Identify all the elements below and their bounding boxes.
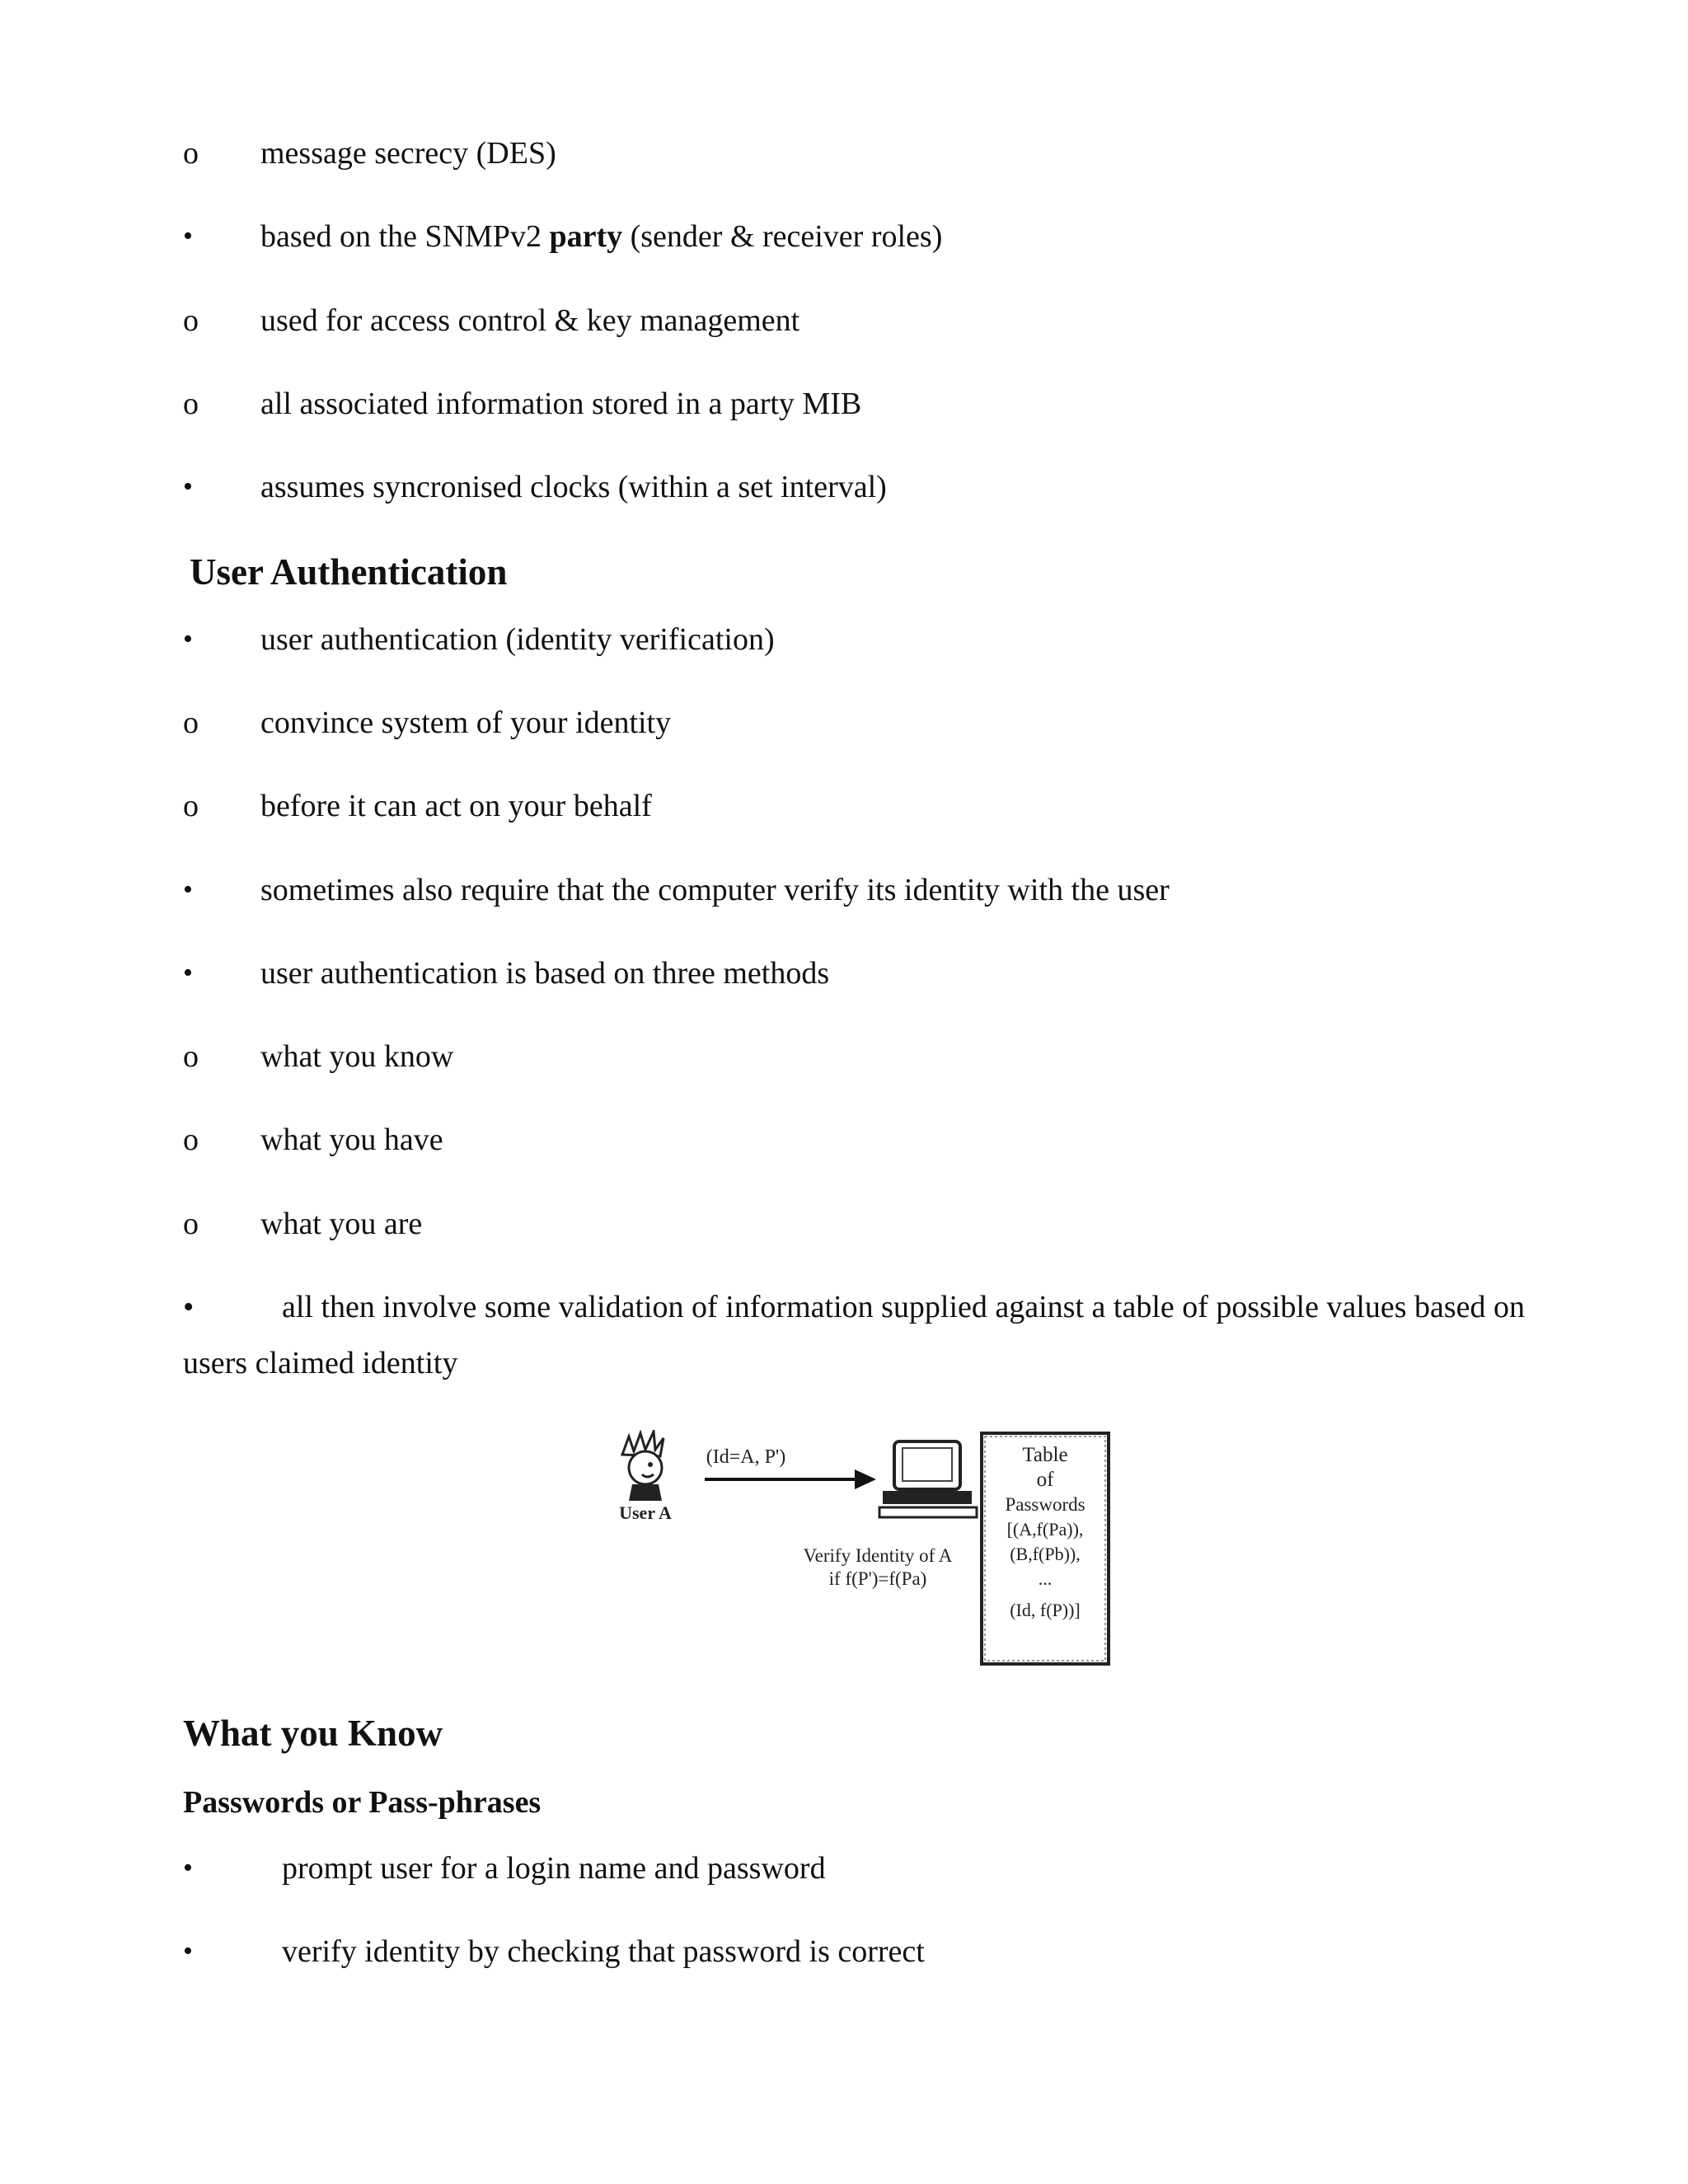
bullet-marker: • [183, 1936, 193, 1966]
section-heading-user-authentication: User Authentication [190, 551, 508, 593]
authentication-diagram [614, 1430, 1118, 1669]
sub-bullet-marker: o [183, 789, 199, 823]
table-row: [(A,f(Pa)), [1006, 1519, 1084, 1540]
message-label: (Id=A, P') [706, 1446, 786, 1468]
sub-bullet-marker: o [183, 1122, 199, 1157]
user-label: User A [619, 1502, 672, 1523]
table-row: (B,f(Pb)), [1010, 1544, 1081, 1564]
list-item-text: prompt user for a login name and password [282, 1851, 826, 1886]
sub-bullet-marker: o [183, 387, 199, 421]
list-item-text: user authentication is based on three methods [260, 956, 830, 991]
list-item-text: verify identity by checking that password is correct [282, 1934, 925, 1969]
list-item-text: based on the SNMPv2 party (sender & receiver roles) [260, 219, 943, 254]
list-item-text: all then involve some validation of information supplied against a table of possible values based on users claimed identity [183, 1290, 1526, 1380]
bullet-marker: • [183, 958, 193, 988]
table-title-line1: Table [1022, 1444, 1068, 1466]
bullet-marker: • [183, 471, 193, 502]
table-row: (Id, f(P))] [1010, 1600, 1081, 1620]
sub-bullet-marker: o [183, 136, 199, 171]
list-item-text: sometimes also require that the computer verify its identity with the user [260, 873, 1170, 907]
bullet-marker: • [183, 1853, 193, 1883]
verify-label-line1: Verify Identity of A [803, 1545, 953, 1566]
sub-bullet-marker: o [183, 303, 199, 338]
bold-term: party [549, 219, 623, 254]
user-cartoon-icon [622, 1432, 663, 1501]
list-item-text: convince system of your identity [260, 705, 672, 740]
list-item-text: message secrecy (DES) [260, 136, 556, 171]
list-item-text: what you have [260, 1122, 443, 1157]
list-item-text: what you are [260, 1207, 423, 1241]
sub-bullet-marker: o [183, 1039, 199, 1074]
list-item-text: user authentication (identity verification) [260, 622, 775, 657]
sub-bullet-marker: o [183, 1207, 199, 1241]
list-item-text: what you know [260, 1039, 454, 1074]
table-row: ... [1038, 1568, 1053, 1589]
subsection-heading-passwords: Passwords or Pass-phrases [183, 1785, 542, 1820]
list-item-text: before it can act on your behalf [260, 789, 652, 823]
section-heading-what-you-know: What you Know [183, 1713, 443, 1754]
verify-label-line2: if f(P')=f(Pa) [828, 1568, 927, 1589]
bullet-marker: • [183, 624, 193, 654]
computer-icon [879, 1441, 977, 1517]
sub-bullet-marker: o [183, 705, 199, 740]
bullet-marker: • [183, 1290, 195, 1324]
list-item-text: assumes syncronised clocks (within a set interval) [260, 470, 887, 504]
arrow-head-icon [855, 1469, 876, 1489]
wrapped-list-item [183, 1279, 1584, 1391]
table-title-line2: of [1036, 1469, 1054, 1491]
table-title-line3: Passwords [1005, 1494, 1085, 1515]
list-item-text: all associated information stored in a party MIB [260, 387, 862, 421]
bullet-marker: • [183, 874, 193, 905]
list-item-text: used for access control & key management [260, 303, 800, 338]
bullet-marker: • [183, 221, 193, 251]
